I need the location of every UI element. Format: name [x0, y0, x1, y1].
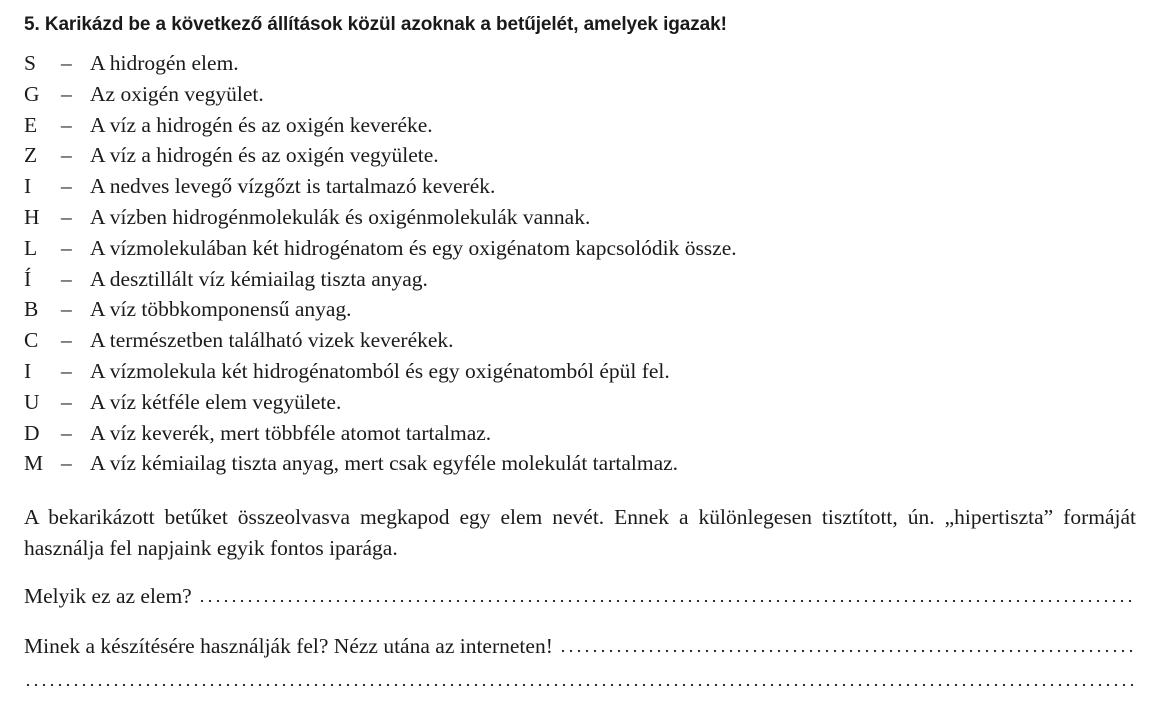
statement-text: A vízmolekulában két hidrogénatom és egy oxigénatom kapcsolódik össze. — [90, 235, 737, 260]
dash: – — [61, 235, 72, 260]
statement-item[interactable] — [24, 325, 737, 356]
statement-list — [24, 48, 737, 479]
statement-letter[interactable]: U — [24, 389, 40, 414]
dash: – — [61, 143, 72, 168]
statement-item[interactable] — [24, 294, 737, 325]
dash: – — [61, 51, 72, 75]
statement-text: A vízmolekula két hidrogénatomból és egy oxigénatomból épül fel. — [90, 358, 670, 383]
statement-letter[interactable]: S — [24, 51, 36, 75]
statement-item[interactable] — [24, 387, 737, 418]
dash: – — [61, 204, 72, 229]
statement-text: A víz kémiailag tiszta anyag, mert csak egyféle molekulát tartalmaz. — [90, 451, 679, 476]
instruction-paragraph: A bekarikázott betűket összeolvasva megkapod egy elem nevét. Ennek a különlegesen tisztított, ún. „hipertiszta” formáját használja fel napjaink egyik fontos iparága. — [24, 505, 1136, 560]
statement-text: A vízben hidrogénmolekulák és oxigénmolekulák vannak. — [90, 204, 591, 229]
statement-item[interactable] — [24, 79, 737, 110]
dash: – — [61, 174, 72, 199]
exercise-title: 5. Karikázd be a következő állítások közül azoknak a betűjelét, amelyek igazak! — [24, 14, 727, 35]
statement-text: A víz többkomponensű anyag. — [90, 297, 352, 322]
statement-item[interactable] — [24, 110, 737, 141]
dash: – — [61, 112, 72, 137]
statement-letter[interactable]: L — [24, 235, 38, 260]
statement-text: Az oxigén vegyület. — [90, 81, 264, 106]
question-usage-label: Minek a készítésére használják fel? Nézz utána az interneten! — [24, 634, 553, 658]
dash: – — [61, 389, 72, 414]
statement-item[interactable] — [24, 233, 737, 264]
dash: – — [61, 358, 72, 383]
statement-letter[interactable]: Z — [24, 143, 38, 168]
statement-letter[interactable]: I — [24, 174, 32, 199]
statement-text: A természetben található vizek keverékek. — [90, 328, 454, 353]
statement-letter[interactable]: M — [24, 451, 44, 476]
statement-letter[interactable]: D — [24, 420, 40, 445]
statement-item[interactable] — [24, 48, 737, 79]
statement-text: A víz keverék, mert többféle atomot tartalmaz. — [90, 420, 492, 445]
statement-text: A hidrogén elem. — [90, 51, 239, 75]
statement-letter[interactable]: C — [24, 328, 39, 353]
question-element — [24, 584, 1136, 609]
statement-item[interactable] — [24, 202, 737, 233]
dash: – — [61, 266, 72, 291]
statement-letter[interactable]: E — [24, 112, 38, 137]
statement-text: A desztillált víz kémiailag tiszta anyag. — [90, 266, 428, 291]
statement-letter[interactable]: G — [24, 81, 40, 106]
statement-item[interactable] — [24, 356, 737, 387]
answer-line-extra-row — [24, 683, 1136, 693]
dash: – — [61, 451, 72, 476]
statement-item[interactable] — [24, 418, 737, 449]
dash: – — [61, 328, 72, 353]
statement-text: A nedves levegő vízgőzt is tartalmazó keverék. — [90, 174, 496, 199]
dash: – — [61, 297, 72, 322]
answer-line-element[interactable] — [198, 599, 1136, 603]
dash: – — [61, 81, 72, 106]
dash: – — [61, 420, 72, 445]
statement-letter[interactable]: B — [24, 297, 39, 322]
statement-item[interactable] — [24, 171, 737, 202]
answer-line-usage[interactable] — [559, 649, 1136, 653]
statement-letter[interactable]: Í — [24, 266, 32, 291]
statement-text: A víz a hidrogén és az oxigén keveréke. — [90, 112, 433, 137]
question-element-label: Melyik ez az elem? — [24, 584, 192, 608]
statement-item[interactable] — [24, 140, 737, 171]
question-usage — [24, 634, 1136, 659]
statement-letter[interactable]: H — [24, 204, 40, 229]
answer-line-extra[interactable] — [24, 683, 1136, 687]
statement-text: A víz kétféle elem vegyülete. — [90, 389, 342, 414]
statement-item[interactable] — [24, 264, 737, 295]
statement-letter[interactable]: I — [24, 358, 32, 383]
statement-text: A víz a hidrogén és az oxigén vegyülete. — [90, 143, 439, 168]
statement-item[interactable] — [24, 448, 737, 479]
